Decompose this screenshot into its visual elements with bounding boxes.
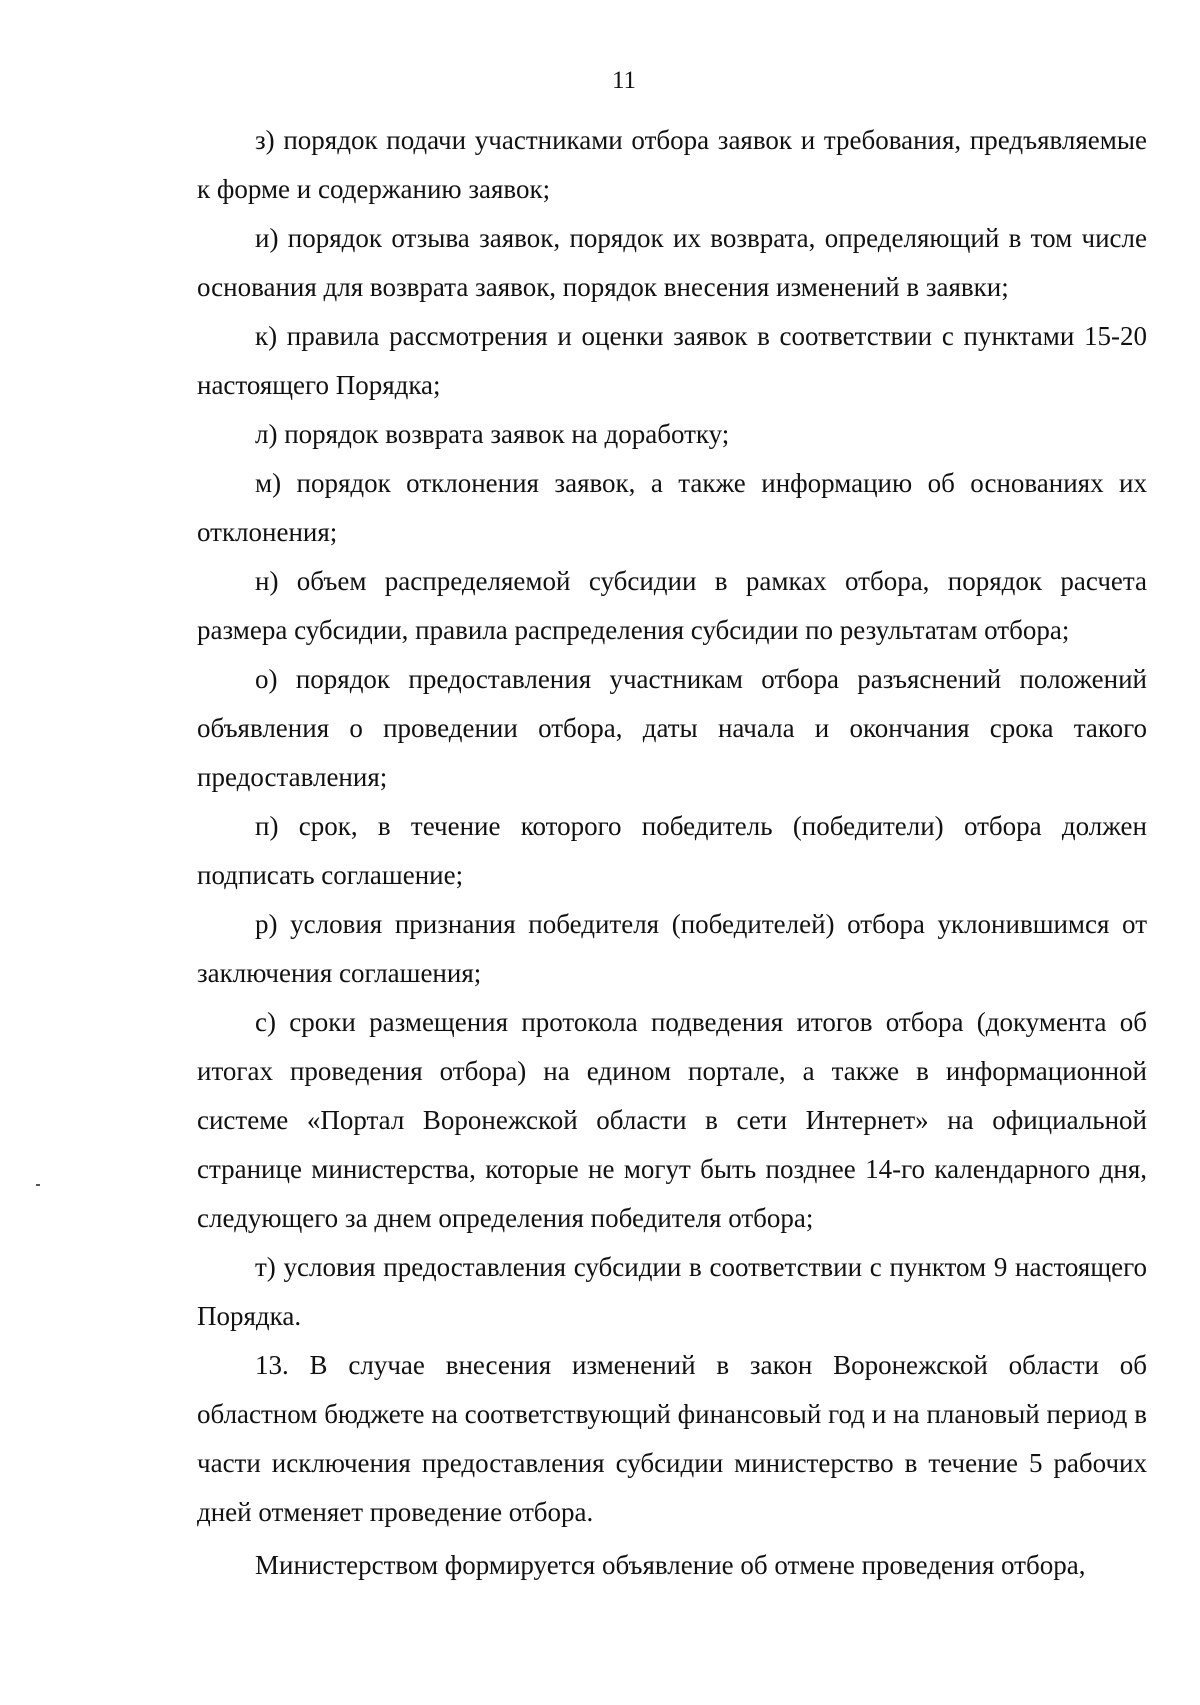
paragraph-p: п) срок, в течение которого победитель (победители) отбора должен подписать соглашение; — [197, 811, 1147, 890]
paragraph-s: с) сроки размещения протокола подведения итогов отбора (документа об итогах проведения отбора) на едином портале, а также в информационной системе «Портал Воронежской области в сети Интернет» на официальной странице министерства, которые не могут быть позднее 14-го календарного дня, следующего за днем определения победителя отбора; — [197, 1007, 1147, 1233]
paragraph-13: 13. В случае внесения изменений в закон Воронежской области об областном бюджете на соответствующий финансовый год и на плановый период в части исключения предоставления субсидии министерство в течение 5 рабочих дней отменяет проведение отбора. — [197, 1350, 1147, 1527]
paragraph-z: з) порядок подачи участниками отбора заявок и требования, предъявляемые к форме и содержанию заявок; — [197, 125, 1147, 204]
scan-dot-mark — [36, 1184, 40, 1186]
paragraph-o: о) порядок предоставления участникам отбора разъяснений положений объявления о проведении отбора, даты начала и окончания срока такого предоставления; — [197, 664, 1147, 792]
paragraph-cancellation-notice: Министерством формируется объявление об отмене проведения отбора, — [255, 1550, 1086, 1580]
paragraph-l: л) порядок возврата заявок на доработку; — [255, 419, 730, 449]
paragraph-r: р) условия признания победителя (победителей) отбора уклонившимся от заключения соглашения; — [197, 909, 1147, 988]
document-body — [197, 116, 1147, 1590]
paragraph-i: и) порядок отзыва заявок, порядок их возврата, определяющий в том числе основания для возврата заявок, порядок внесения изменений в заявки; — [197, 223, 1147, 302]
paragraph-k: к) правила рассмотрения и оценки заявок в соответствии с пунктами 15-20 настоящего Порядка; — [197, 321, 1147, 400]
paragraph-m: м) порядок отклонения заявок, а также информацию об основаниях их отклонения; — [197, 468, 1147, 547]
paragraph-n: н) объем распределяемой субсидии в рамках отбора, порядок расчета размера субсидии, правила распределения субсидии по результатам отбора; — [197, 566, 1147, 645]
page-number: 11 — [611, 67, 637, 94]
paragraph-t: т) условия предоставления субсидии в соответствии с пунктом 9 настоящего Порядка. — [197, 1252, 1147, 1331]
